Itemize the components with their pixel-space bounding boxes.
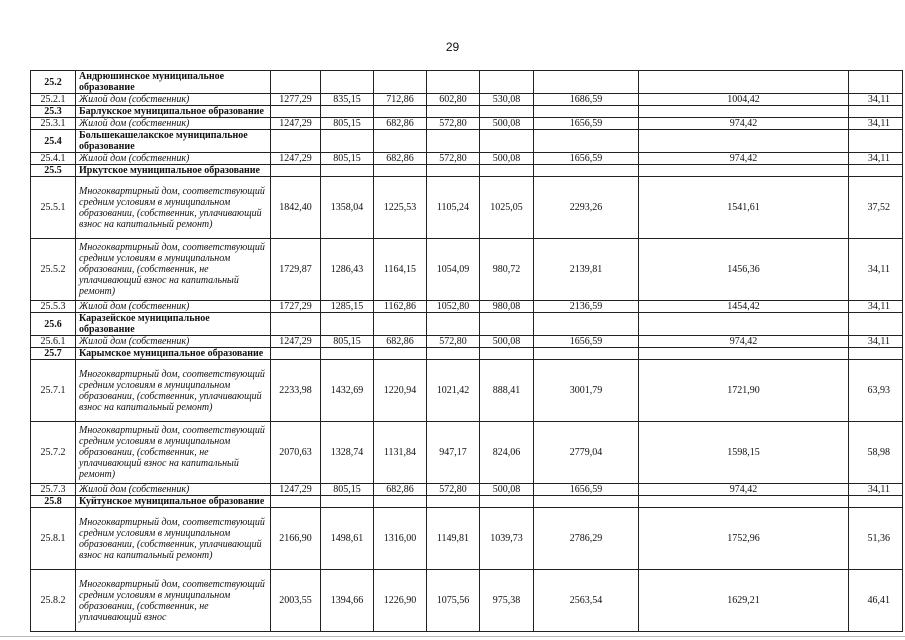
row-code: 25.8.2	[31, 570, 76, 632]
value-cell-3: 1162,86	[374, 301, 427, 313]
value-cell-4: 572,80	[427, 336, 480, 348]
table-row	[31, 422, 903, 484]
value-cell-2: 805,15	[321, 336, 374, 348]
value-cell-7: 1454,42	[639, 301, 849, 313]
value-cell-6: 1656,59	[534, 153, 639, 165]
value-cell-5: 975,38	[480, 570, 534, 632]
value-cell-6: 1656,59	[534, 336, 639, 348]
housing-type: Многоквартирный дом, соответствующий средним условиям в муниципальном образовании, (собственник, уплачивающий взнос на капитальный ремонт)	[76, 177, 271, 239]
value-cell-8	[849, 496, 903, 508]
value-cell-5: 530,08	[480, 94, 534, 106]
value-cell-6: 3001,79	[534, 360, 639, 422]
value-cell-7: 1541,61	[639, 177, 849, 239]
table-row	[31, 508, 903, 570]
value-cell-3: 1131,84	[374, 422, 427, 484]
housing-type: Жилой дом (собственник)	[76, 118, 271, 130]
housing-type: Многоквартирный дом, соответствующий средним условиям в муниципальном образовании, (собственник, не уплачивающий взнос	[76, 570, 271, 632]
value-cell-5: 500,08	[480, 484, 534, 496]
value-cell-4: 1149,81	[427, 508, 480, 570]
section-title: Каразейское муниципальное образование	[76, 313, 271, 336]
value-cell-7	[639, 130, 849, 153]
row-code: 25.4.1	[31, 153, 76, 165]
value-cell-7: 974,42	[639, 118, 849, 130]
value-cell-8	[849, 348, 903, 360]
value-cell-6: 2139,81	[534, 239, 639, 301]
value-cell-3: 1316,00	[374, 508, 427, 570]
value-cell-5	[480, 165, 534, 177]
value-cell-5: 1025,05	[480, 177, 534, 239]
value-cell-5	[480, 496, 534, 508]
value-cell-2: 1358,04	[321, 177, 374, 239]
table-row	[31, 484, 903, 496]
value-cell-8: 34,11	[849, 94, 903, 106]
value-cell-6	[534, 313, 639, 336]
value-cell-8: 37,52	[849, 177, 903, 239]
value-cell-2	[321, 313, 374, 336]
row-code: 25.4	[31, 130, 76, 153]
value-cell-5	[480, 71, 534, 94]
value-cell-7: 1004,42	[639, 94, 849, 106]
value-cell-2: 1286,43	[321, 239, 374, 301]
value-cell-5	[480, 106, 534, 118]
section-row	[31, 130, 903, 153]
value-cell-4: 572,80	[427, 484, 480, 496]
value-cell-7	[639, 165, 849, 177]
value-cell-5: 500,08	[480, 118, 534, 130]
value-cell-1	[271, 165, 321, 177]
value-cell-7	[639, 313, 849, 336]
value-cell-6: 1686,59	[534, 94, 639, 106]
row-code: 25.7	[31, 348, 76, 360]
value-cell-5: 980,72	[480, 239, 534, 301]
value-cell-8: 58,98	[849, 422, 903, 484]
table-row	[31, 301, 903, 313]
row-code: 25.5.3	[31, 301, 76, 313]
value-cell-6: 2563,54	[534, 570, 639, 632]
row-code: 25.5.1	[31, 177, 76, 239]
value-cell-7: 1629,21	[639, 570, 849, 632]
section-title: Куйтунское муниципальное образование	[76, 496, 271, 508]
value-cell-6: 1656,59	[534, 118, 639, 130]
value-cell-6: 2136,59	[534, 301, 639, 313]
section-title: Барлукское муниципальное образование	[76, 106, 271, 118]
value-cell-4	[427, 348, 480, 360]
value-cell-5	[480, 130, 534, 153]
section-title: Андрюшинское муниципальное образование	[76, 71, 271, 94]
value-cell-1: 2003,55	[271, 570, 321, 632]
value-cell-1	[271, 71, 321, 94]
table-row	[31, 153, 903, 165]
value-cell-2: 805,15	[321, 484, 374, 496]
housing-type: Многоквартирный дом, соответствующий средним условиям в муниципальном образовании, (собственник, уплачивающий взнос на капитальный ремонт)	[76, 508, 271, 570]
value-cell-1	[271, 106, 321, 118]
value-cell-7	[639, 106, 849, 118]
section-title: Иркутское муниципальное образование	[76, 165, 271, 177]
value-cell-3	[374, 313, 427, 336]
row-code: 25.8	[31, 496, 76, 508]
value-cell-4: 1021,42	[427, 360, 480, 422]
value-cell-4	[427, 130, 480, 153]
value-cell-2: 1285,15	[321, 301, 374, 313]
value-cell-3: 712,86	[374, 94, 427, 106]
row-code: 25.5	[31, 165, 76, 177]
table-row	[31, 94, 903, 106]
row-code: 25.6	[31, 313, 76, 336]
value-cell-6: 1656,59	[534, 484, 639, 496]
value-cell-7	[639, 348, 849, 360]
value-cell-4: 572,80	[427, 153, 480, 165]
housing-type: Многоквартирный дом, соответствующий средним условиям в муниципальном образовании, (собственник, не уплачивающий взнос на капитальный ремонт)	[76, 422, 271, 484]
value-cell-2: 1328,74	[321, 422, 374, 484]
table-body	[31, 71, 903, 632]
housing-type: Жилой дом (собственник)	[76, 94, 271, 106]
value-cell-8: 34,11	[849, 239, 903, 301]
value-cell-3: 682,86	[374, 118, 427, 130]
value-cell-5: 500,08	[480, 153, 534, 165]
housing-type: Жилой дом (собственник)	[76, 484, 271, 496]
value-cell-6	[534, 348, 639, 360]
value-cell-4: 1105,24	[427, 177, 480, 239]
value-cell-4: 947,17	[427, 422, 480, 484]
value-cell-2: 805,15	[321, 118, 374, 130]
value-cell-3: 1220,94	[374, 360, 427, 422]
value-cell-1: 1247,29	[271, 153, 321, 165]
value-cell-5: 980,08	[480, 301, 534, 313]
value-cell-7: 1721,90	[639, 360, 849, 422]
value-cell-1	[271, 313, 321, 336]
housing-type: Многоквартирный дом, соответствующий средним условиям в муниципальном образовании, (собственник, уплачивающий взнос на капитальный ремонт)	[76, 360, 271, 422]
housing-type: Жилой дом (собственник)	[76, 153, 271, 165]
value-cell-8: 51,36	[849, 508, 903, 570]
row-code: 25.5.2	[31, 239, 76, 301]
value-cell-7: 1598,15	[639, 422, 849, 484]
section-row	[31, 106, 903, 118]
value-cell-1: 1247,29	[271, 336, 321, 348]
value-cell-1: 2166,90	[271, 508, 321, 570]
value-cell-8: 63,93	[849, 360, 903, 422]
value-cell-1: 1247,29	[271, 484, 321, 496]
value-cell-3	[374, 165, 427, 177]
value-cell-2	[321, 130, 374, 153]
value-cell-7: 1752,96	[639, 508, 849, 570]
section-row	[31, 348, 903, 360]
value-cell-7: 974,42	[639, 153, 849, 165]
value-cell-1: 2233,98	[271, 360, 321, 422]
section-row	[31, 313, 903, 336]
row-code: 25.8.1	[31, 508, 76, 570]
value-cell-6: 2293,26	[534, 177, 639, 239]
value-cell-4: 1052,80	[427, 301, 480, 313]
value-cell-3: 1226,90	[374, 570, 427, 632]
page-edge	[0, 636, 905, 637]
value-cell-1	[271, 348, 321, 360]
section-row	[31, 165, 903, 177]
value-cell-1: 1729,87	[271, 239, 321, 301]
value-cell-6	[534, 71, 639, 94]
table-row	[31, 360, 903, 422]
page-number: 29	[445, 40, 460, 54]
value-cell-2	[321, 348, 374, 360]
value-cell-3	[374, 496, 427, 508]
value-cell-2: 1498,61	[321, 508, 374, 570]
value-cell-2: 805,15	[321, 153, 374, 165]
value-cell-4: 572,80	[427, 118, 480, 130]
value-cell-6	[534, 130, 639, 153]
value-cell-6	[534, 106, 639, 118]
value-cell-8: 34,11	[849, 118, 903, 130]
row-code: 25.7.2	[31, 422, 76, 484]
value-cell-8: 34,11	[849, 336, 903, 348]
value-cell-8: 34,11	[849, 301, 903, 313]
value-cell-4	[427, 165, 480, 177]
row-code: 25.2	[31, 71, 76, 94]
value-cell-7	[639, 496, 849, 508]
row-code: 25.7.1	[31, 360, 76, 422]
section-title: Карымское муниципальное образование	[76, 348, 271, 360]
value-cell-8	[849, 130, 903, 153]
section-row	[31, 71, 903, 94]
section-row	[31, 496, 903, 508]
value-cell-3: 1225,53	[374, 177, 427, 239]
table-row	[31, 239, 903, 301]
value-cell-2	[321, 71, 374, 94]
value-cell-1	[271, 130, 321, 153]
table-row	[31, 336, 903, 348]
value-cell-8	[849, 165, 903, 177]
table-row	[31, 118, 903, 130]
value-cell-8	[849, 106, 903, 118]
value-cell-3	[374, 106, 427, 118]
section-title: Большекашелакское муниципальное образование	[76, 130, 271, 153]
tariff-table	[30, 70, 903, 632]
value-cell-7: 974,42	[639, 484, 849, 496]
value-cell-7: 974,42	[639, 336, 849, 348]
value-cell-3	[374, 71, 427, 94]
value-cell-3: 682,86	[374, 484, 427, 496]
value-cell-3: 682,86	[374, 336, 427, 348]
value-cell-1: 1247,29	[271, 118, 321, 130]
value-cell-2: 1394,66	[321, 570, 374, 632]
value-cell-1: 2070,63	[271, 422, 321, 484]
value-cell-3	[374, 130, 427, 153]
value-cell-4	[427, 496, 480, 508]
value-cell-8	[849, 313, 903, 336]
housing-type: Многоквартирный дом, соответствующий средним условиям в муниципальном образовании, (собственник, не уплачивающий взнос на капитальный ремонт)	[76, 239, 271, 301]
value-cell-5: 888,41	[480, 360, 534, 422]
value-cell-2	[321, 106, 374, 118]
value-cell-7	[639, 71, 849, 94]
value-cell-8	[849, 71, 903, 94]
value-cell-1	[271, 496, 321, 508]
value-cell-6	[534, 165, 639, 177]
value-cell-3: 682,86	[374, 153, 427, 165]
housing-type: Жилой дом (собственник)	[76, 336, 271, 348]
row-code: 25.7.3	[31, 484, 76, 496]
value-cell-2: 1432,69	[321, 360, 374, 422]
value-cell-5: 824,06	[480, 422, 534, 484]
row-code: 25.6.1	[31, 336, 76, 348]
row-code: 25.3.1	[31, 118, 76, 130]
value-cell-6: 2779,04	[534, 422, 639, 484]
row-code: 25.2.1	[31, 94, 76, 106]
value-cell-1: 1842,40	[271, 177, 321, 239]
value-cell-6	[534, 496, 639, 508]
value-cell-2	[321, 165, 374, 177]
value-cell-3: 1164,15	[374, 239, 427, 301]
value-cell-4: 1054,09	[427, 239, 480, 301]
value-cell-4	[427, 313, 480, 336]
value-cell-6: 2786,29	[534, 508, 639, 570]
value-cell-8: 46,41	[849, 570, 903, 632]
value-cell-4: 602,80	[427, 94, 480, 106]
value-cell-1: 1277,29	[271, 94, 321, 106]
value-cell-5: 1039,73	[480, 508, 534, 570]
value-cell-4	[427, 71, 480, 94]
value-cell-1: 1727,29	[271, 301, 321, 313]
value-cell-2	[321, 496, 374, 508]
value-cell-3	[374, 348, 427, 360]
value-cell-8: 34,11	[849, 153, 903, 165]
value-cell-8: 34,11	[849, 484, 903, 496]
housing-type: Жилой дом (собственник)	[76, 301, 271, 313]
value-cell-5: 500,08	[480, 336, 534, 348]
value-cell-5	[480, 348, 534, 360]
table-row	[31, 177, 903, 239]
value-cell-5	[480, 313, 534, 336]
value-cell-4: 1075,56	[427, 570, 480, 632]
value-cell-2: 835,15	[321, 94, 374, 106]
table-row	[31, 570, 903, 632]
value-cell-7: 1456,36	[639, 239, 849, 301]
row-code: 25.3	[31, 106, 76, 118]
value-cell-4	[427, 106, 480, 118]
